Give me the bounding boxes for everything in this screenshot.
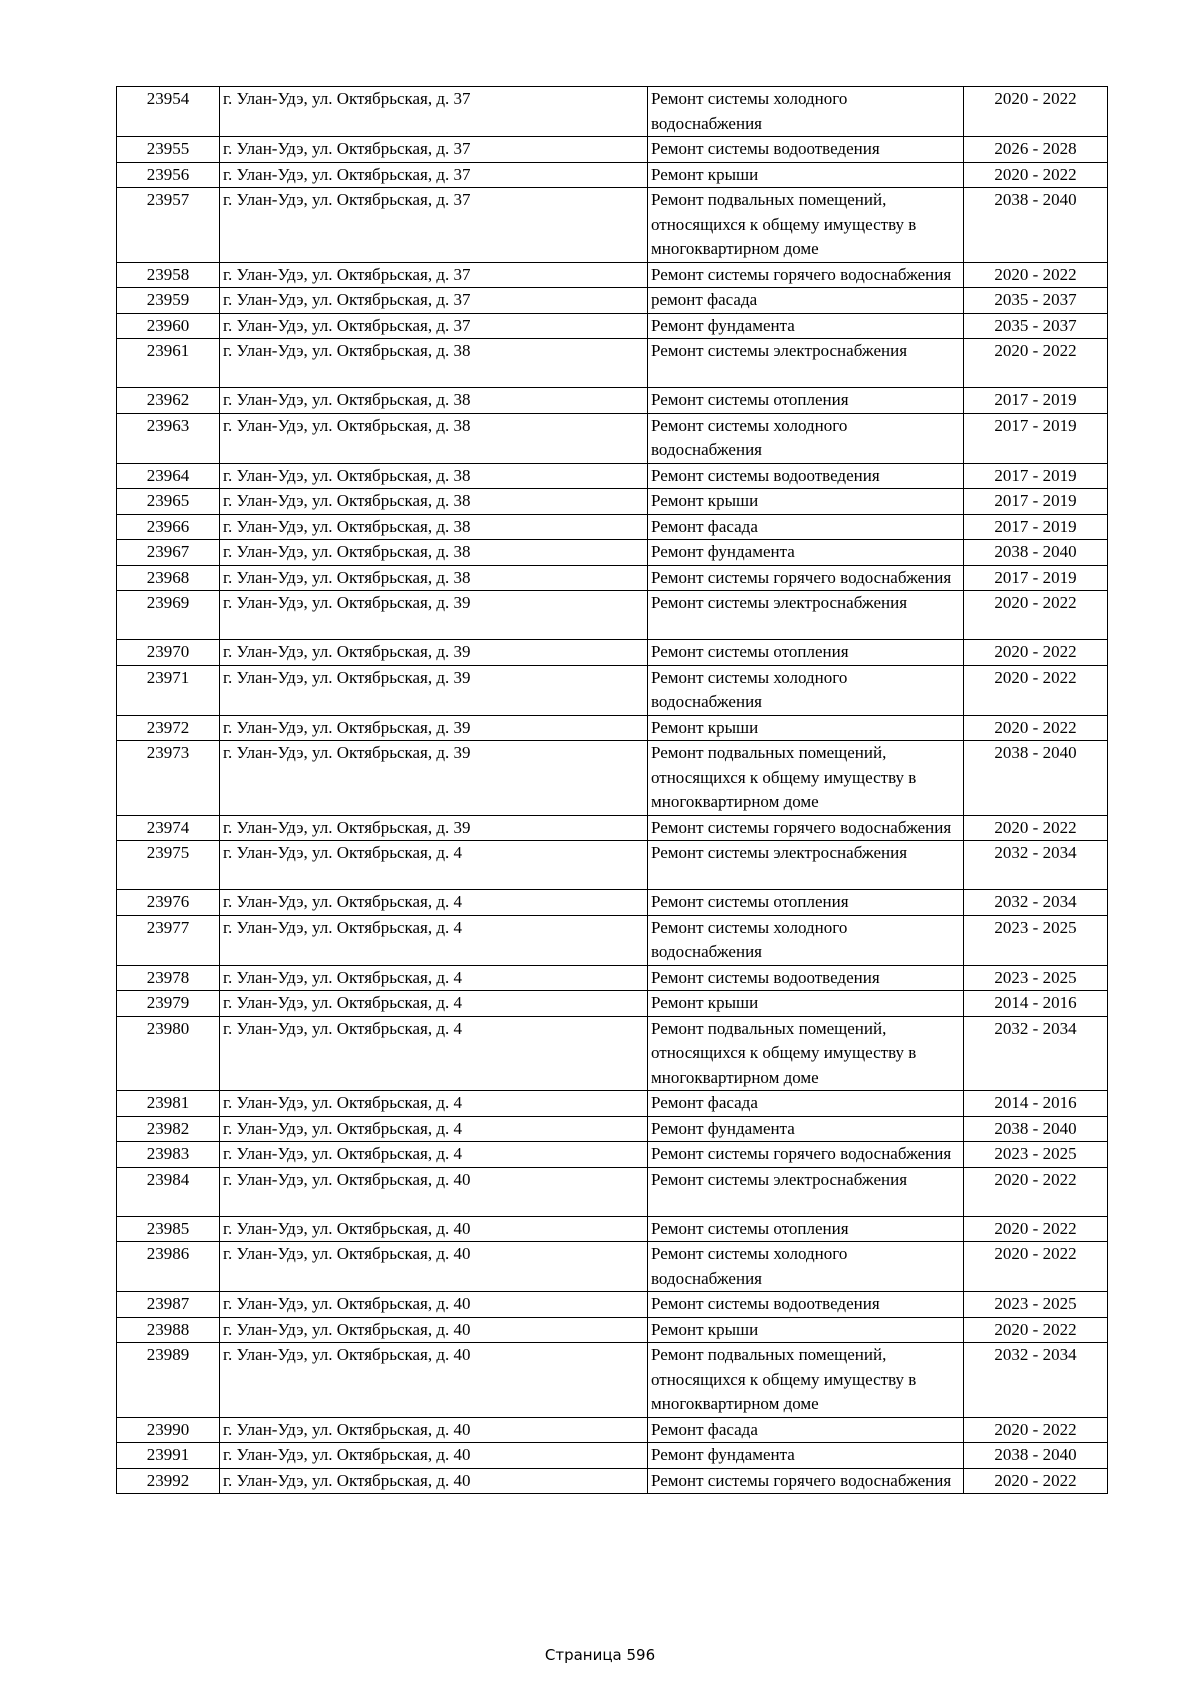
row-period: 2023 - 2025 bbox=[964, 1292, 1108, 1318]
row-work-type: Ремонт крыши bbox=[648, 162, 964, 188]
row-address: г. Улан-Удэ, ул. Октябрьская, д. 37 bbox=[220, 313, 648, 339]
row-period: 2020 - 2022 bbox=[964, 162, 1108, 188]
row-number: 23962 bbox=[117, 388, 220, 414]
row-work-type: Ремонт системы горячего водоснабжения bbox=[648, 565, 964, 591]
table-row bbox=[117, 1468, 1108, 1494]
row-address: г. Улан-Удэ, ул. Октябрьская, д. 4 bbox=[220, 965, 648, 991]
row-work-type: Ремонт системы холодного водоснабжения bbox=[648, 87, 964, 137]
row-address: г. Улан-Удэ, ул. Октябрьская, д. 39 bbox=[220, 665, 648, 715]
row-address: г. Улан-Удэ, ул. Октябрьская, д. 37 bbox=[220, 137, 648, 163]
table-row bbox=[117, 339, 1108, 388]
row-number: 23960 bbox=[117, 313, 220, 339]
row-period: 2032 - 2034 bbox=[964, 890, 1108, 916]
row-number: 23976 bbox=[117, 890, 220, 916]
row-number: 23991 bbox=[117, 1443, 220, 1469]
row-work-type: Ремонт системы горячего водоснабжения bbox=[648, 1142, 964, 1168]
row-period: 2038 - 2040 bbox=[964, 1443, 1108, 1469]
table-row bbox=[117, 915, 1108, 965]
row-period: 2035 - 2037 bbox=[964, 288, 1108, 314]
row-period: 2038 - 2040 bbox=[964, 1116, 1108, 1142]
row-work-type: Ремонт системы холодного водоснабжения bbox=[648, 1242, 964, 1292]
table-row bbox=[117, 841, 1108, 890]
row-address: г. Улан-Удэ, ул. Октябрьская, д. 38 bbox=[220, 388, 648, 414]
row-work-type: Ремонт системы отопления bbox=[648, 388, 964, 414]
row-number: 23987 bbox=[117, 1292, 220, 1318]
row-period: 2020 - 2022 bbox=[964, 1167, 1108, 1216]
row-period: 2020 - 2022 bbox=[964, 1317, 1108, 1343]
row-work-type: Ремонт системы водоотведения bbox=[648, 1292, 964, 1318]
row-number: 23969 bbox=[117, 591, 220, 640]
row-period: 2014 - 2016 bbox=[964, 991, 1108, 1017]
table-row bbox=[117, 1216, 1108, 1242]
table-row bbox=[117, 87, 1108, 137]
row-address: г. Улан-Удэ, ул. Октябрьская, д. 39 bbox=[220, 815, 648, 841]
row-address: г. Улан-Удэ, ул. Октябрьская, д. 39 bbox=[220, 640, 648, 666]
row-work-type: Ремонт крыши bbox=[648, 489, 964, 515]
row-period: 2020 - 2022 bbox=[964, 591, 1108, 640]
table-row bbox=[117, 640, 1108, 666]
row-work-type: Ремонт системы горячего водоснабжения bbox=[648, 815, 964, 841]
row-period: 2023 - 2025 bbox=[964, 965, 1108, 991]
row-work-type: Ремонт крыши bbox=[648, 715, 964, 741]
row-work-type: ремонт фасада bbox=[648, 288, 964, 314]
row-number: 23981 bbox=[117, 1091, 220, 1117]
table-row bbox=[117, 1167, 1108, 1216]
table-row bbox=[117, 540, 1108, 566]
row-address: г. Улан-Удэ, ул. Октябрьская, д. 37 bbox=[220, 87, 648, 137]
row-address: г. Улан-Удэ, ул. Октябрьская, д. 4 bbox=[220, 1016, 648, 1091]
row-period: 2017 - 2019 bbox=[964, 413, 1108, 463]
row-address: г. Улан-Удэ, ул. Октябрьская, д. 37 bbox=[220, 262, 648, 288]
row-period: 2032 - 2034 bbox=[964, 1016, 1108, 1091]
row-address: г. Улан-Удэ, ул. Октябрьская, д. 39 bbox=[220, 715, 648, 741]
row-work-type: Ремонт фундамента bbox=[648, 1116, 964, 1142]
row-work-type: Ремонт фундамента bbox=[648, 313, 964, 339]
table-row bbox=[117, 162, 1108, 188]
table-row bbox=[117, 137, 1108, 163]
row-number: 23965 bbox=[117, 489, 220, 515]
row-work-type: Ремонт фасада bbox=[648, 1091, 964, 1117]
row-work-type: Ремонт системы водоотведения bbox=[648, 137, 964, 163]
row-number: 23985 bbox=[117, 1216, 220, 1242]
row-work-type: Ремонт системы отопления bbox=[648, 1216, 964, 1242]
row-number: 23974 bbox=[117, 815, 220, 841]
row-work-type: Ремонт подвальных помещений, относящихся к общему имуществу в многоквартирном доме bbox=[648, 188, 964, 263]
row-period: 2017 - 2019 bbox=[964, 489, 1108, 515]
row-number: 23992 bbox=[117, 1468, 220, 1494]
row-work-type: Ремонт подвальных помещений, относящихся к общему имуществу в многоквартирном доме bbox=[648, 741, 964, 816]
row-number: 23954 bbox=[117, 87, 220, 137]
row-address: г. Улан-Удэ, ул. Октябрьская, д. 40 bbox=[220, 1242, 648, 1292]
table-row bbox=[117, 565, 1108, 591]
row-work-type: Ремонт системы отопления bbox=[648, 640, 964, 666]
row-period: 2020 - 2022 bbox=[964, 665, 1108, 715]
row-work-type: Ремонт системы электроснабжения bbox=[648, 591, 964, 640]
row-address: г. Улан-Удэ, ул. Октябрьская, д. 39 bbox=[220, 741, 648, 816]
row-work-type: Ремонт фундамента bbox=[648, 540, 964, 566]
row-number: 23967 bbox=[117, 540, 220, 566]
table-row bbox=[117, 1443, 1108, 1469]
row-address: г. Улан-Удэ, ул. Октябрьская, д. 40 bbox=[220, 1317, 648, 1343]
row-address: г. Улан-Удэ, ул. Октябрьская, д. 38 bbox=[220, 514, 648, 540]
row-address: г. Улан-Удэ, ул. Октябрьская, д. 38 bbox=[220, 463, 648, 489]
repair-schedule-table bbox=[116, 86, 1108, 1494]
row-period: 2020 - 2022 bbox=[964, 339, 1108, 388]
table-row bbox=[117, 591, 1108, 640]
row-number: 23986 bbox=[117, 1242, 220, 1292]
row-number: 23983 bbox=[117, 1142, 220, 1168]
row-period: 2026 - 2028 bbox=[964, 137, 1108, 163]
row-number: 23982 bbox=[117, 1116, 220, 1142]
row-period: 2038 - 2040 bbox=[964, 540, 1108, 566]
row-period: 2014 - 2016 bbox=[964, 1091, 1108, 1117]
row-work-type: Ремонт крыши bbox=[648, 991, 964, 1017]
row-address: г. Улан-Удэ, ул. Октябрьская, д. 4 bbox=[220, 890, 648, 916]
row-work-type: Ремонт фундамента bbox=[648, 1443, 964, 1469]
row-number: 23979 bbox=[117, 991, 220, 1017]
row-number: 23988 bbox=[117, 1317, 220, 1343]
row-work-type: Ремонт системы электроснабжения bbox=[648, 339, 964, 388]
table-row bbox=[117, 1142, 1108, 1168]
row-address: г. Улан-Удэ, ул. Октябрьская, д. 38 bbox=[220, 489, 648, 515]
row-work-type: Ремонт системы отопления bbox=[648, 890, 964, 916]
row-address: г. Улан-Удэ, ул. Октябрьская, д. 4 bbox=[220, 1142, 648, 1168]
row-number: 23955 bbox=[117, 137, 220, 163]
row-work-type: Ремонт системы горячего водоснабжения bbox=[648, 262, 964, 288]
row-work-type: Ремонт системы холодного водоснабжения bbox=[648, 413, 964, 463]
row-number: 23963 bbox=[117, 413, 220, 463]
row-period: 2020 - 2022 bbox=[964, 262, 1108, 288]
row-work-type: Ремонт системы горячего водоснабжения bbox=[648, 1468, 964, 1494]
row-address: г. Улан-Удэ, ул. Октябрьская, д. 40 bbox=[220, 1468, 648, 1494]
table-row bbox=[117, 665, 1108, 715]
row-period: 2020 - 2022 bbox=[964, 815, 1108, 841]
row-address: г. Улан-Удэ, ул. Октябрьская, д. 38 bbox=[220, 540, 648, 566]
row-number: 23966 bbox=[117, 514, 220, 540]
row-period: 2023 - 2025 bbox=[964, 1142, 1108, 1168]
row-work-type: Ремонт системы водоотведения bbox=[648, 965, 964, 991]
row-address: г. Улан-Удэ, ул. Октябрьская, д. 39 bbox=[220, 591, 648, 640]
row-period: 2017 - 2019 bbox=[964, 514, 1108, 540]
row-number: 23980 bbox=[117, 1016, 220, 1091]
row-address: г. Улан-Удэ, ул. Октябрьская, д. 4 bbox=[220, 841, 648, 890]
row-address: г. Улан-Удэ, ул. Октябрьская, д. 38 bbox=[220, 413, 648, 463]
table-row bbox=[117, 313, 1108, 339]
row-address: г. Улан-Удэ, ул. Октябрьская, д. 4 bbox=[220, 991, 648, 1017]
table-row bbox=[117, 815, 1108, 841]
row-address: г. Улан-Удэ, ул. Октябрьская, д. 40 bbox=[220, 1216, 648, 1242]
row-number: 23977 bbox=[117, 915, 220, 965]
row-number: 23968 bbox=[117, 565, 220, 591]
row-work-type: Ремонт подвальных помещений, относящихся к общему имуществу в многоквартирном доме bbox=[648, 1016, 964, 1091]
table-row bbox=[117, 1091, 1108, 1117]
row-number: 23990 bbox=[117, 1417, 220, 1443]
row-address: г. Улан-Удэ, ул. Октябрьская, д. 40 bbox=[220, 1417, 648, 1443]
row-work-type: Ремонт фасада bbox=[648, 1417, 964, 1443]
table-row bbox=[117, 1343, 1108, 1418]
row-work-type: Ремонт системы электроснабжения bbox=[648, 841, 964, 890]
table-row bbox=[117, 262, 1108, 288]
table-row bbox=[117, 1417, 1108, 1443]
row-work-type: Ремонт крыши bbox=[648, 1317, 964, 1343]
table-row bbox=[117, 1116, 1108, 1142]
row-work-type: Ремонт фасада bbox=[648, 514, 964, 540]
row-address: г. Улан-Удэ, ул. Октябрьская, д. 4 bbox=[220, 1091, 648, 1117]
row-number: 23957 bbox=[117, 188, 220, 263]
row-address: г. Улан-Удэ, ул. Октябрьская, д. 37 bbox=[220, 162, 648, 188]
row-period: 2020 - 2022 bbox=[964, 1216, 1108, 1242]
row-number: 23984 bbox=[117, 1167, 220, 1216]
row-number: 23978 bbox=[117, 965, 220, 991]
row-number: 23973 bbox=[117, 741, 220, 816]
row-period: 2038 - 2040 bbox=[964, 188, 1108, 263]
row-work-type: Ремонт подвальных помещений, относящихся к общему имуществу в многоквартирном доме bbox=[648, 1343, 964, 1418]
row-address: г. Улан-Удэ, ул. Октябрьская, д. 37 bbox=[220, 288, 648, 314]
row-number: 23975 bbox=[117, 841, 220, 890]
row-period: 2020 - 2022 bbox=[964, 87, 1108, 137]
row-number: 23971 bbox=[117, 665, 220, 715]
row-work-type: Ремонт системы водоотведения bbox=[648, 463, 964, 489]
table-row bbox=[117, 1292, 1108, 1318]
row-number: 23959 bbox=[117, 288, 220, 314]
table-row bbox=[117, 1016, 1108, 1091]
row-number: 23956 bbox=[117, 162, 220, 188]
row-address: г. Улан-Удэ, ул. Октябрьская, д. 38 bbox=[220, 339, 648, 388]
row-address: г. Улан-Удэ, ул. Октябрьская, д. 40 bbox=[220, 1343, 648, 1418]
row-period: 2020 - 2022 bbox=[964, 1468, 1108, 1494]
row-period: 2020 - 2022 bbox=[964, 1242, 1108, 1292]
table-row bbox=[117, 288, 1108, 314]
row-number: 23972 bbox=[117, 715, 220, 741]
row-period: 2017 - 2019 bbox=[964, 565, 1108, 591]
row-work-type: Ремонт системы электроснабжения bbox=[648, 1167, 964, 1216]
row-period: 2032 - 2034 bbox=[964, 1343, 1108, 1418]
row-address: г. Улан-Удэ, ул. Октябрьская, д. 38 bbox=[220, 565, 648, 591]
row-period: 2038 - 2040 bbox=[964, 741, 1108, 816]
row-address: г. Улан-Удэ, ул. Октябрьская, д. 40 bbox=[220, 1292, 648, 1318]
row-address: г. Улан-Удэ, ул. Октябрьская, д. 4 bbox=[220, 1116, 648, 1142]
row-address: г. Улан-Удэ, ул. Октябрьская, д. 40 bbox=[220, 1443, 648, 1469]
row-period: 2035 - 2037 bbox=[964, 313, 1108, 339]
row-number: 23961 bbox=[117, 339, 220, 388]
table-row bbox=[117, 514, 1108, 540]
table-row bbox=[117, 715, 1108, 741]
row-period: 2032 - 2034 bbox=[964, 841, 1108, 890]
row-address: г. Улан-Удэ, ул. Октябрьская, д. 4 bbox=[220, 915, 648, 965]
table-row bbox=[117, 991, 1108, 1017]
row-address: г. Улан-Удэ, ул. Октябрьская, д. 40 bbox=[220, 1167, 648, 1216]
row-number: 23989 bbox=[117, 1343, 220, 1418]
table-row bbox=[117, 188, 1108, 263]
table-row bbox=[117, 965, 1108, 991]
table-row bbox=[117, 890, 1108, 916]
table-row bbox=[117, 1242, 1108, 1292]
table-row bbox=[117, 1317, 1108, 1343]
row-period: 2020 - 2022 bbox=[964, 715, 1108, 741]
table-row bbox=[117, 413, 1108, 463]
row-period: 2023 - 2025 bbox=[964, 915, 1108, 965]
table-body bbox=[117, 87, 1108, 1494]
row-number: 23964 bbox=[117, 463, 220, 489]
row-work-type: Ремонт системы холодного водоснабжения bbox=[648, 915, 964, 965]
table-row bbox=[117, 489, 1108, 515]
row-period: 2020 - 2022 bbox=[964, 1417, 1108, 1443]
table-row bbox=[117, 463, 1108, 489]
row-address: г. Улан-Удэ, ул. Октябрьская, д. 37 bbox=[220, 188, 648, 263]
table-row bbox=[117, 741, 1108, 816]
row-work-type: Ремонт системы холодного водоснабжения bbox=[648, 665, 964, 715]
row-period: 2017 - 2019 bbox=[964, 463, 1108, 489]
row-number: 23970 bbox=[117, 640, 220, 666]
page-number: Страница 596 bbox=[544, 1646, 656, 1664]
row-number: 23958 bbox=[117, 262, 220, 288]
table-row bbox=[117, 388, 1108, 414]
row-period: 2020 - 2022 bbox=[964, 640, 1108, 666]
row-period: 2017 - 2019 bbox=[964, 388, 1108, 414]
